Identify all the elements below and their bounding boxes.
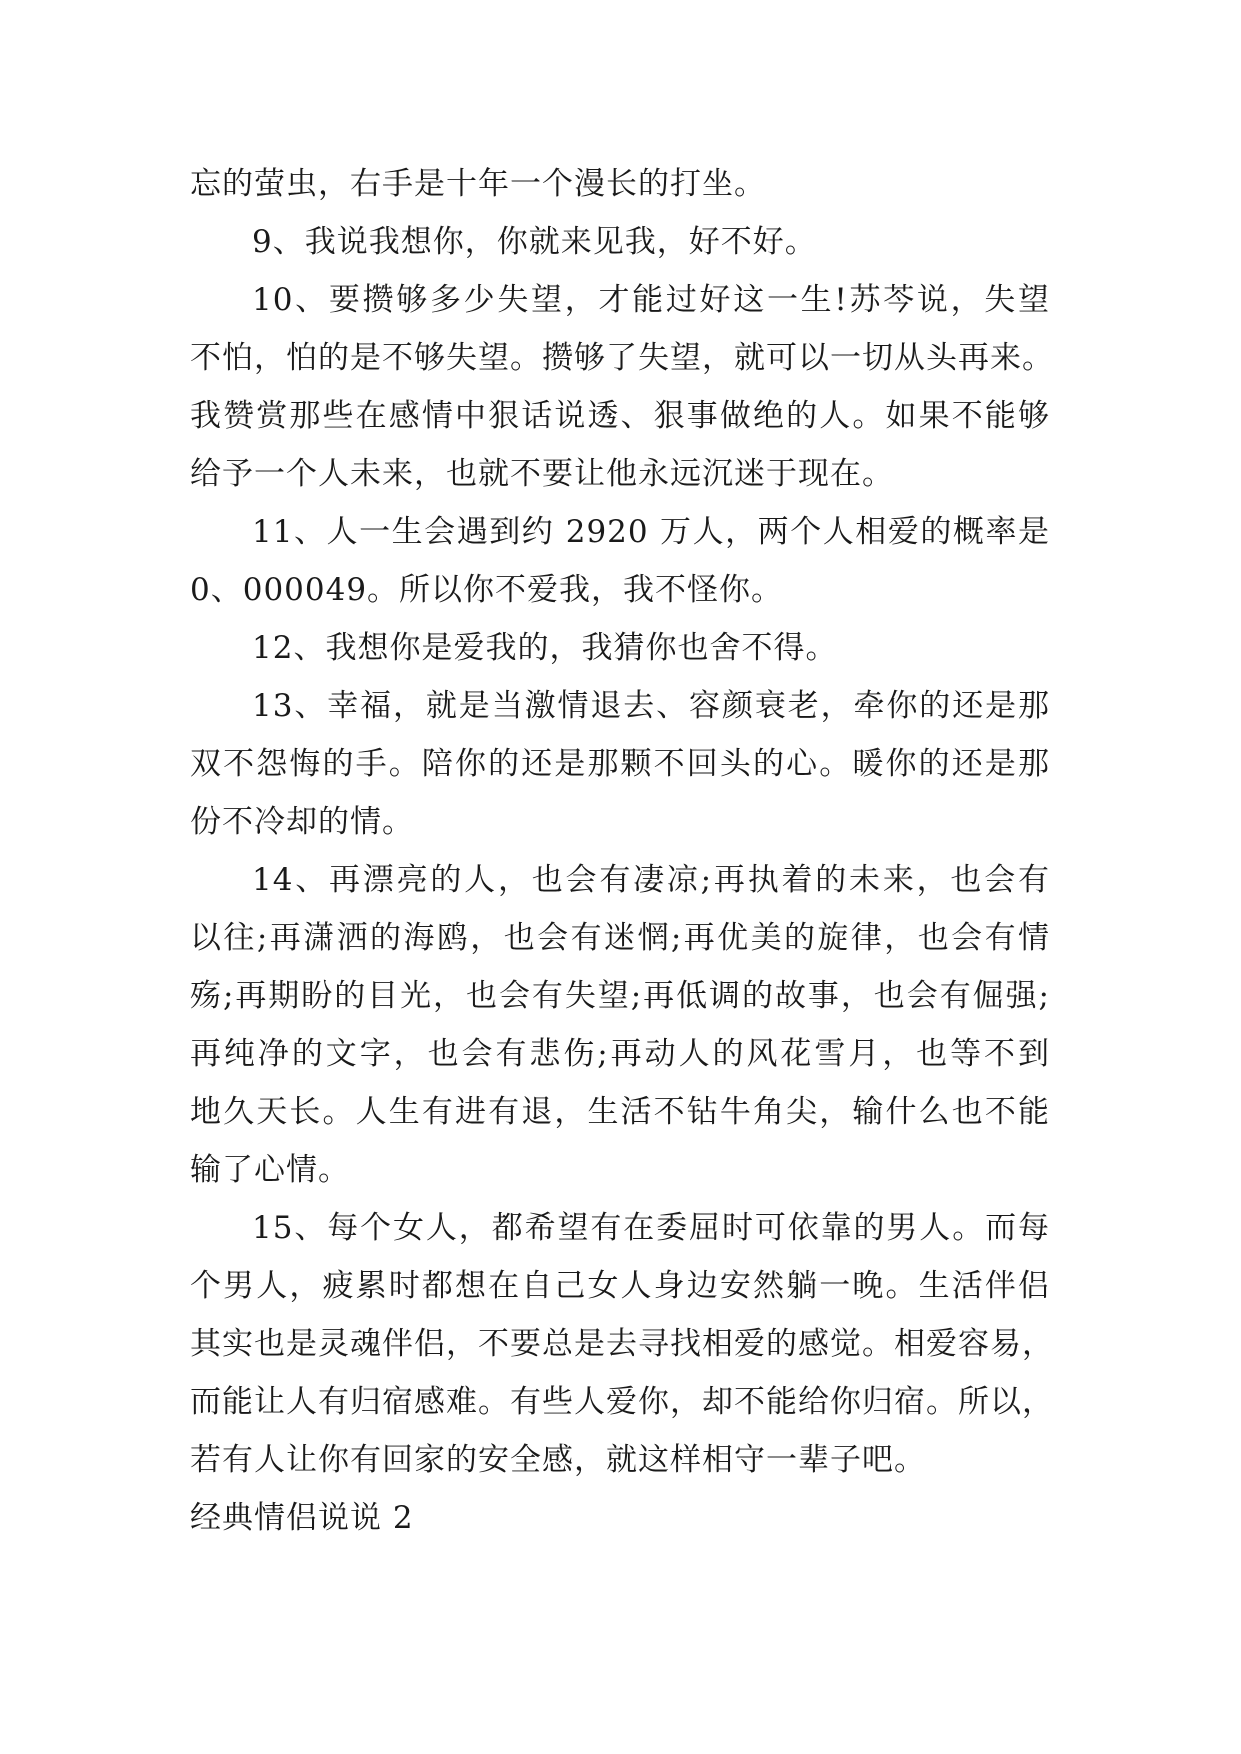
- paragraph-10: [190, 271, 1054, 503]
- text-line: 10、要攒够多少失望，才能过好这一生!苏芩说，失望: [252, 282, 1050, 318]
- paragraph-13: [190, 677, 1050, 851]
- text-line: 输了心情。: [190, 1152, 350, 1188]
- paragraph-8-tail: [190, 155, 1050, 213]
- text-line: 其实也是灵魂伴侣，不要总是去寻找相爱的感觉。相爱容易，: [190, 1326, 1054, 1362]
- text-line: 15、每个女人，都希望有在委屈时可依靠的男人。而每: [252, 1210, 1050, 1246]
- text-line: 忘的萤虫，右手是十年一个漫长的打坐。: [190, 166, 766, 202]
- text-line: 个男人，疲累时都想在自己女人身边安然躺一晚。生活伴侣: [190, 1268, 1050, 1304]
- paragraph-14: [190, 851, 1050, 1199]
- text-line: 11、人一生会遇到约 2920 万人，两个人相爱的概率是: [252, 514, 1050, 550]
- text-line: 地久天长。人生有进有退，生活不钻牛角尖，输什么也不能: [190, 1094, 1050, 1130]
- text-line: 9、我说我想你，你就来见我，好不好。: [252, 224, 817, 260]
- text-line: 双不怨悔的手。陪你的还是那颗不回头的心。暖你的还是那: [190, 746, 1050, 782]
- text-line: 殇;再期盼的目光，也会有失望;再低调的故事，也会有倔强;: [190, 978, 1050, 1014]
- text-line: 份不冷却的情。: [190, 804, 414, 840]
- text-line: 我赞赏那些在感情中狠话说透、狠事做绝的人。如果不能够: [190, 398, 1050, 434]
- document-page: [190, 155, 1054, 1547]
- text-line: 给予一个人未来，也就不要让他永远沉迷于现在。: [190, 456, 894, 492]
- text-line: 而能让人有归宿感难。有些人爱你，却不能给你归宿。所以，: [190, 1384, 1054, 1420]
- paragraph-12: [190, 619, 1050, 677]
- text-line: 以往;再潇洒的海鸥，也会有迷惘;再优美的旋律，也会有情: [190, 920, 1050, 956]
- text-line: 14、再漂亮的人，也会有凄凉;再执着的未来，也会有: [252, 862, 1050, 898]
- paragraph-11: [190, 503, 1050, 619]
- paragraph-15: [190, 1199, 1054, 1489]
- text-line: 不怕，怕的是不够失望。攒够了失望，就可以一切从头再来。: [190, 340, 1054, 376]
- text-line: 若有人让你有回家的安全感，就这样相守一辈子吧。: [190, 1442, 926, 1478]
- text-line: 13、幸福，就是当激情退去、容颜衰老，牵你的还是那: [252, 688, 1050, 724]
- text-line: 12、我想你是爱我的，我猜你也舍不得。: [252, 630, 838, 666]
- text-line: 0、000049。所以你不爱我，我不怪你。: [190, 572, 784, 608]
- paragraph-9: [190, 213, 1050, 271]
- text-line: 再纯净的文字，也会有悲伤;再动人的风花雪月，也等不到: [190, 1036, 1050, 1072]
- section-heading: 经典情侣说说 2: [190, 1500, 414, 1536]
